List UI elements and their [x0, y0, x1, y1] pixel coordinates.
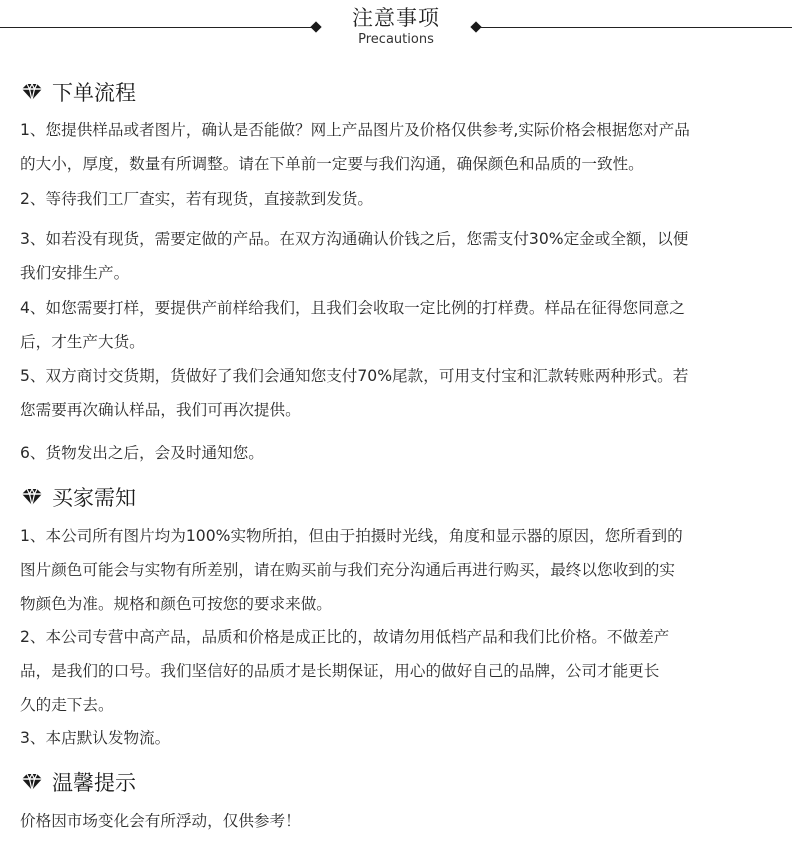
- section-title-text: 下单流程: [52, 81, 136, 105]
- text-line: 物颜色为准。规格和颜色可按您的要求来做。: [20, 595, 332, 613]
- text-line: 您需要再次确认样品，我们可再次提供。: [20, 401, 301, 419]
- text-line: 5、双方商讨交货期，货做好了我们会通知您支付70%尾款，可用支付宝和汇款转账两种形式。若: [20, 367, 689, 385]
- order-step-4: [20, 291, 792, 359]
- text-line: 的大小，厚度，数量有所调整。请在下单前一定要与我们沟通，确保颜色和品质的一致性。: [20, 155, 644, 173]
- order-step-1: [20, 113, 792, 181]
- text-line: 2、本公司专营中高产品，品质和价格是成正比的，故请勿用低档产品和我们比价格。不做差产: [20, 628, 670, 646]
- precautions-header: [0, 0, 792, 56]
- text-line: 1、本公司所有图片均为100%实物所拍，但由于拍摄时光线，角度和显示器的原因，您所看到的: [20, 527, 683, 545]
- friendly-tip-text: [20, 804, 792, 838]
- text-line: 我们安排生产。: [20, 264, 130, 282]
- header-divider-right: [480, 27, 792, 28]
- text-line: 2、等待我们工厂查实，若有现货，直接款到发货。: [20, 190, 373, 208]
- text-line: 图片颜色可能会与实物有所差别，请在购买前与我们充分沟通后再进行购买，最终以您收到的实: [20, 561, 675, 579]
- order-step-6: [20, 436, 792, 470]
- section-title-text: 买家需知: [52, 486, 136, 510]
- text-line: 1、您提供样品或者图片，确认是否能做？网上产品图片及价格仅供参考,实际价格会根据您对产品: [20, 121, 690, 139]
- page-title: 注意事项: [352, 6, 440, 30]
- diamond-icon: [20, 488, 44, 506]
- diamond-icon: [20, 773, 44, 791]
- text-line: 3、如若没有现货，需要定做的产品。在双方沟通确认价钱之后，您需支付30%定金或全额，以便: [20, 230, 689, 248]
- text-line: 6、货物发出之后，会及时通知您。: [20, 444, 264, 462]
- buyer-notice-3: [20, 721, 792, 755]
- buyer-notice-2: [20, 620, 792, 722]
- section-title-text: 温馨提示: [52, 771, 136, 795]
- text-line: 品，是我们的口号。我们坚信好的品质才是长期保证，用心的做好自己的品牌，公司才能更长: [20, 662, 660, 680]
- section-title-friendly-tip: [20, 767, 136, 797]
- text-line: 价格因市场变化会有所浮动，仅供参考！: [20, 812, 301, 830]
- order-step-3: [20, 222, 792, 290]
- order-step-5: [20, 359, 792, 427]
- text-line: 4、如您需要打样，要提供产前样给我们，且我们会收取一定比例的打样费。样品在征得您同意之: [20, 299, 685, 317]
- text-line: 3、本店默认发物流。: [20, 729, 171, 747]
- section-title-order-process: [20, 77, 136, 107]
- page-subtitle: Precautions: [358, 32, 434, 47]
- buyer-notice-1: [20, 519, 792, 621]
- diamond-icon: [20, 83, 44, 101]
- section-title-buyer-notice: [20, 482, 136, 512]
- text-line: 久的走下去。: [20, 696, 114, 714]
- order-step-2: [20, 182, 792, 216]
- text-line: 后，才生产大货。: [20, 333, 145, 351]
